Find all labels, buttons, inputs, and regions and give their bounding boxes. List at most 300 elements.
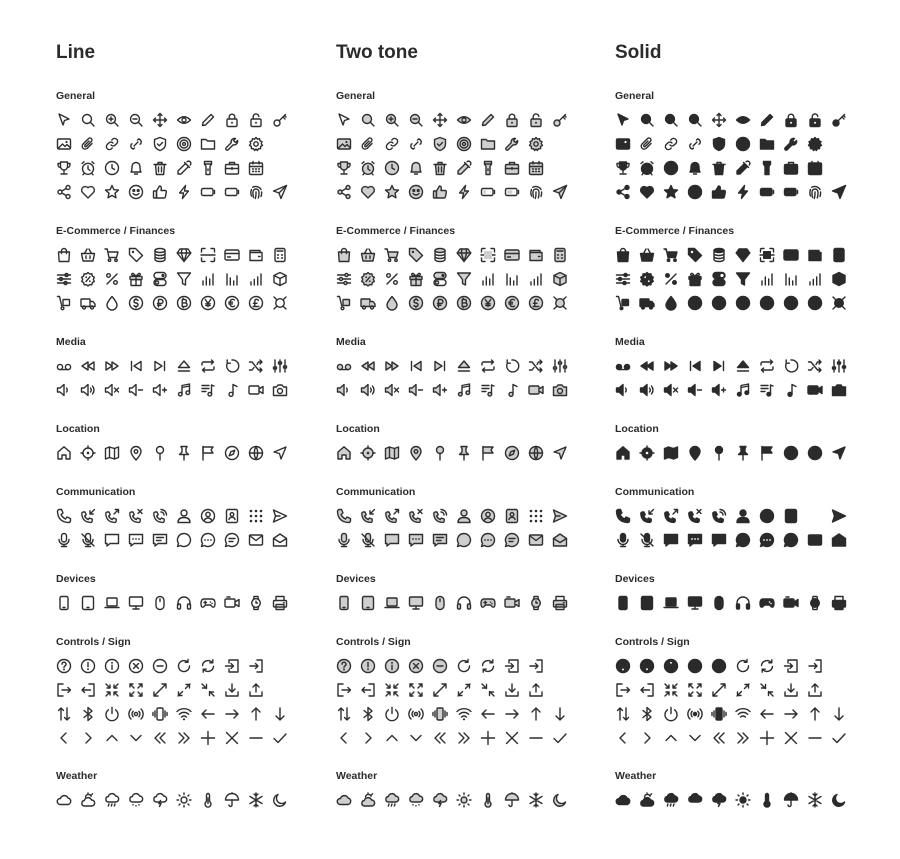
icon-row [56,729,296,747]
eyedropper-icon [175,159,193,177]
chat-round-text-icon [782,531,800,549]
clock-icon [103,159,121,177]
umbrella-icon [782,791,800,809]
minus-circle-icon [431,657,449,675]
sun-icon [734,791,752,809]
x-circle-icon [127,657,145,675]
fingerprint-icon [806,183,824,201]
key-icon [271,111,289,129]
send-icon [271,507,289,525]
section-title: Controls / Sign [56,636,131,648]
icon-row [336,705,576,723]
x-circle-icon [686,657,704,675]
calculator-icon [271,246,289,264]
chevrons-right-icon [455,729,473,747]
phone-outgoing-icon [383,507,401,525]
wallet-icon [247,246,265,264]
icon-row [336,270,576,288]
alert-circle-icon [638,657,656,675]
phone-incoming-icon [638,507,656,525]
sync-icon [199,657,217,675]
fast-forward-icon [103,357,121,375]
hand-truck-icon [55,294,73,312]
wallet-icon [806,246,824,264]
headphones-icon [734,594,752,612]
wifi-icon [734,705,752,723]
thumbtack-icon [734,444,752,462]
cloud-sun-icon [79,791,97,809]
home-icon [614,444,632,462]
broadcast-icon [686,705,704,723]
upload-icon [247,681,265,699]
user-circle-icon [199,507,217,525]
unlock-icon [527,111,545,129]
link-broken-icon [407,135,425,153]
thumbs-up-icon [710,183,728,201]
dollar-icon [686,294,704,312]
icon-row [336,294,576,312]
eyedropper-icon [734,159,752,177]
bitcoin-icon [734,294,752,312]
gamepad-icon [758,594,776,612]
section-title: Devices [56,573,96,585]
percent-icon [383,270,401,288]
chevron-up-icon [383,729,401,747]
gamepad-icon [479,594,497,612]
bar-chart-icon [479,270,497,288]
zoom-in-icon [383,111,401,129]
phone-call-icon [431,507,449,525]
battery-half-icon [223,183,241,201]
icon-row [56,111,296,129]
volume-mute-icon [662,381,680,399]
webcam-icon [503,594,521,612]
chevron-left-icon [614,729,632,747]
upload-icon [527,681,545,699]
phone-incoming-icon [359,507,377,525]
info-circle-icon [383,657,401,675]
chevron-left-icon [55,729,73,747]
umbrella-icon [503,791,521,809]
skip-forward-icon [431,357,449,375]
lock-icon [223,111,241,129]
vibrate-icon [151,705,169,723]
battery-low-icon [758,183,776,201]
icon-row [615,657,831,675]
broadcast-icon [407,705,425,723]
alert-circle-icon [359,657,377,675]
download-icon [223,681,241,699]
logout-alt-icon [79,681,97,699]
laptop-icon [662,594,680,612]
headphones-icon [455,594,473,612]
chevron-right-icon [638,729,656,747]
login-icon [806,657,824,675]
section-title: Media [615,336,645,348]
icon-row [56,159,272,177]
drop-icon [103,294,121,312]
logout-icon [614,681,632,699]
move-icon [151,111,169,129]
eject-icon [175,357,193,375]
shrink-icon [710,681,728,699]
icon-row [56,507,296,525]
cloud-sun-icon [359,791,377,809]
navigation-icon [830,444,848,462]
link-broken-icon [127,135,145,153]
wallet-icon [527,246,545,264]
mail-open-icon [271,531,289,549]
wifi-icon [455,705,473,723]
cursor-arrow-icon [55,111,73,129]
chat-text-icon [431,531,449,549]
thermometer-icon [758,791,776,809]
currency-icon [271,294,289,312]
snowflake-icon [527,791,545,809]
sync-icon [479,657,497,675]
phone-call-icon [710,507,728,525]
volume-down-icon [407,381,425,399]
smartphone-icon [55,594,73,612]
calculator-icon [830,246,848,264]
check-icon [271,729,289,747]
minus-circle-icon [710,657,728,675]
collapse-icon [479,681,497,699]
section-title: General [56,90,96,102]
volume-down-icon [127,381,145,399]
scan-icon [479,246,497,264]
chat-round-dots-icon [479,531,497,549]
search-icon [638,111,656,129]
chevrons-left-icon [431,729,449,747]
chevron-up-icon [103,729,121,747]
chat-round-text-icon [503,531,521,549]
umbrella-icon [223,791,241,809]
volume-low-icon [614,381,632,399]
section-title: E-Commerce / Finances [615,225,735,237]
arrow-right-icon [223,705,241,723]
import-icon [782,657,800,675]
user-icon [455,507,473,525]
flag-icon [199,444,217,462]
column-title: Two tone [336,42,418,63]
icon-row [615,444,855,462]
arrow-down-icon [830,705,848,723]
import-icon [223,657,241,675]
percent-icon [103,270,121,288]
link-broken-icon [686,135,704,153]
star-icon [662,183,680,201]
section-title: Communication [336,486,416,498]
folder-icon [479,135,497,153]
sort-vertical-icon [55,705,73,723]
printer-icon [271,594,289,612]
chat-round-dots-icon [199,531,217,549]
music-notes-icon [734,381,752,399]
video-camera-icon [527,381,545,399]
monitor-icon [407,594,425,612]
rewind-icon [79,357,97,375]
zoom-out-icon [407,111,425,129]
video-camera-icon [806,381,824,399]
icon-row [615,681,831,699]
share-icon [335,183,353,201]
home-icon [55,444,73,462]
section-title: Location [615,423,659,435]
chat-square-icon [662,531,680,549]
pound-icon [806,294,824,312]
section-title: Communication [56,486,136,498]
mail-open-icon [551,531,569,549]
arrow-up-icon [247,705,265,723]
icon-row [336,531,576,549]
basket-icon [79,246,97,264]
compass-icon [782,444,800,462]
section-title: Location [336,423,380,435]
user-icon [734,507,752,525]
currency-icon [830,294,848,312]
pencil-icon [199,111,217,129]
user-icon [175,507,193,525]
icon-row [336,357,576,375]
info-circle-icon [662,657,680,675]
music-note-icon [782,381,800,399]
collapse-icon [758,681,776,699]
hand-truck-icon [614,294,632,312]
pencil-icon [758,111,776,129]
contact-card-icon [223,507,241,525]
user-circle-icon [758,507,776,525]
chat-text-icon [151,531,169,549]
icon-row [336,111,576,129]
lightning-icon [175,183,193,201]
phone-call-icon [151,507,169,525]
arrow-up-icon [527,705,545,723]
credit-card-icon [503,246,521,264]
icon-row [615,531,855,549]
cloud-snow-icon [127,791,145,809]
cloud-icon [55,791,73,809]
volume-low-icon [55,381,73,399]
alarm-clock-icon [359,159,377,177]
battery-low-icon [479,183,497,201]
icon-row [336,729,576,747]
mouse-icon [710,594,728,612]
cloud-sun-icon [638,791,656,809]
chat-square-icon [383,531,401,549]
toggle-icon [710,270,728,288]
chat-round-dots-icon [758,531,776,549]
lightning-icon [734,183,752,201]
bar-chart-rise-icon [247,270,265,288]
voicemail-icon [335,357,353,375]
crosshair-icon [359,444,377,462]
laptop-icon [103,594,121,612]
icon-row [56,135,272,153]
icon-row [615,135,831,153]
plus-icon [479,729,497,747]
battery-half-icon [503,183,521,201]
crosshair-icon [638,444,656,462]
bar-chart-alt-icon [782,270,800,288]
mouse-icon [151,594,169,612]
credit-card-icon [782,246,800,264]
sun-icon [175,791,193,809]
section-title: E-Commerce / Finances [56,225,176,237]
alarm-clock-icon [638,159,656,177]
shrink-icon [151,681,169,699]
repeat-icon [199,357,217,375]
mail-open-icon [830,531,848,549]
drop-icon [662,294,680,312]
shield-icon [151,135,169,153]
briefcase-icon [503,159,521,177]
tablet-icon [79,594,97,612]
cloud-icon [614,791,632,809]
icon-row [56,183,296,201]
paperclip-icon [638,135,656,153]
yen-icon [479,294,497,312]
minimize-icon [103,681,121,699]
fast-forward-icon [662,357,680,375]
icon-row [336,183,576,201]
percent-badge-icon [359,270,377,288]
send-arrow-icon [271,183,289,201]
search-icon [79,111,97,129]
replay-icon [503,357,521,375]
chat-round-text-icon [223,531,241,549]
flag-icon [479,444,497,462]
info-circle-icon [103,657,121,675]
shuffle-icon [527,357,545,375]
mouse-icon [431,594,449,612]
chevron-down-icon [407,729,425,747]
basket-icon [638,246,656,264]
mail-icon [247,531,265,549]
microphone-off-icon [359,531,377,549]
icon-row [615,246,855,264]
cloud-lightning-icon [151,791,169,809]
refresh-icon [455,657,473,675]
key-icon [551,111,569,129]
plus-icon [199,729,217,747]
currency-icon [551,294,569,312]
column-title: Solid [615,42,662,63]
box-icon [551,270,569,288]
pound-icon [527,294,545,312]
briefcase-icon [223,159,241,177]
playlist-icon [479,381,497,399]
compass-icon [503,444,521,462]
icon-row [56,791,296,809]
map-icon [662,444,680,462]
section-title: Devices [336,573,376,585]
truck-icon [79,294,97,312]
phone-missed-icon [686,507,704,525]
sliders-icon [335,270,353,288]
section-title: Controls / Sign [336,636,411,648]
sun-icon [455,791,473,809]
logout-icon [335,681,353,699]
collapse-icon [199,681,217,699]
shrink-icon [431,681,449,699]
equalizer-icon [271,357,289,375]
user-circle-icon [479,507,497,525]
coins-icon [431,246,449,264]
camera-icon [551,381,569,399]
minimize-icon [383,681,401,699]
bar-chart-icon [758,270,776,288]
maximize-icon [686,681,704,699]
snowflake-icon [806,791,824,809]
trash-icon [710,159,728,177]
maximize-icon [127,681,145,699]
login-icon [527,657,545,675]
flag-icon [758,444,776,462]
watch-icon [527,594,545,612]
volume-down-icon [686,381,704,399]
microphone-icon [55,531,73,549]
chat-round-icon [734,531,752,549]
printer-icon [830,594,848,612]
icon-row [56,357,296,375]
section-title: Communication [615,486,695,498]
volume-up-icon [431,381,449,399]
repeat-icon [479,357,497,375]
phone-icon [335,507,353,525]
icon-row [56,294,296,312]
shield-icon [431,135,449,153]
icon-row [615,294,855,312]
arrow-left-icon [199,705,217,723]
diamond-icon [734,246,752,264]
smartphone-icon [335,594,353,612]
eject-icon [455,357,473,375]
filter-icon [734,270,752,288]
heart-icon [79,183,97,201]
icon-row [615,729,855,747]
link-icon [383,135,401,153]
minus-icon [247,729,265,747]
smiley-icon [686,183,704,201]
flashlight-icon [758,159,776,177]
share-icon [55,183,73,201]
chat-text-icon [710,531,728,549]
sliders-icon [55,270,73,288]
euro-icon [782,294,800,312]
zoom-in-icon [662,111,680,129]
thumbs-up-icon [431,183,449,201]
section-title: Location [56,423,100,435]
image-icon [55,135,73,153]
push-pin-icon [431,444,449,462]
gear-icon [247,135,265,153]
bluetooth-icon [638,705,656,723]
volume-mute-icon [103,381,121,399]
chat-round-icon [175,531,193,549]
section-title: Weather [336,770,378,782]
volume-high-icon [638,381,656,399]
arrow-left-icon [479,705,497,723]
wrench-icon [782,135,800,153]
percent-badge-icon [79,270,97,288]
smiley-icon [407,183,425,201]
target-icon [734,135,752,153]
box-icon [830,270,848,288]
send-arrow-icon [830,183,848,201]
globe-icon [527,444,545,462]
volume-mute-icon [383,381,401,399]
